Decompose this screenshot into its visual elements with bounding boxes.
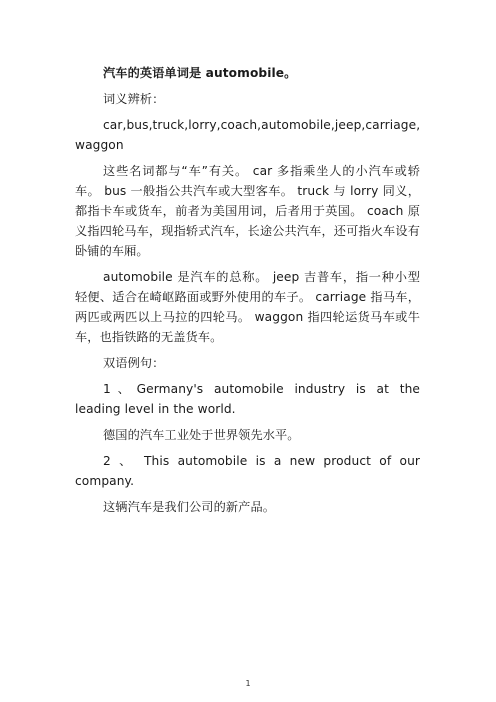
document-body <box>75 63 420 523</box>
example-2-english: 2 、 This automobile is a new product of our company. <box>75 454 420 488</box>
section-heading-meaning: 词义辨析： <box>103 92 165 106</box>
page-number: 1 <box>245 679 251 688</box>
word-list: car,bus,truck,lorry,coach,automobile,jeep,carriage, waggon <box>75 118 421 152</box>
section-heading-examples: 双语例句： <box>103 356 165 370</box>
paragraph-car-bus-truck: 这些名词都与“车”有关。 car 多指乘坐人的小汽车或轿车。 bus 一般指公共汽车或大型客车。 truck 与 lorry 同义，都指卡车或货车，前者为美国用词，后者用于英国。 coach 原义指四轮马车，现指轿式汽车，长途公共汽车，还可指火车设有卧铺的车厢。 <box>75 164 420 258</box>
example-1-english: 1、Germany's automobile industry is at the leading level in the world. <box>75 382 420 416</box>
document-title: 汽车的英语单词是 automobile。 <box>103 66 297 80</box>
example-1-chinese: 德国的汽车工业处于世界领先水平。 <box>103 428 300 442</box>
example-2-chinese: 这辆汽车是我们公司的新产品。 <box>103 500 276 514</box>
paragraph-automobile-jeep: automobile 是汽车的总称。 jeep 吉普车，指一种小型轻便、适合在崎岖路面或野外使用的车子。 carriage 指马车，两匹或两匹以上马拉的四轮马。 waggon 指四轮运货马车或牛车，也指铁路的无盖货车。 <box>75 270 420 344</box>
